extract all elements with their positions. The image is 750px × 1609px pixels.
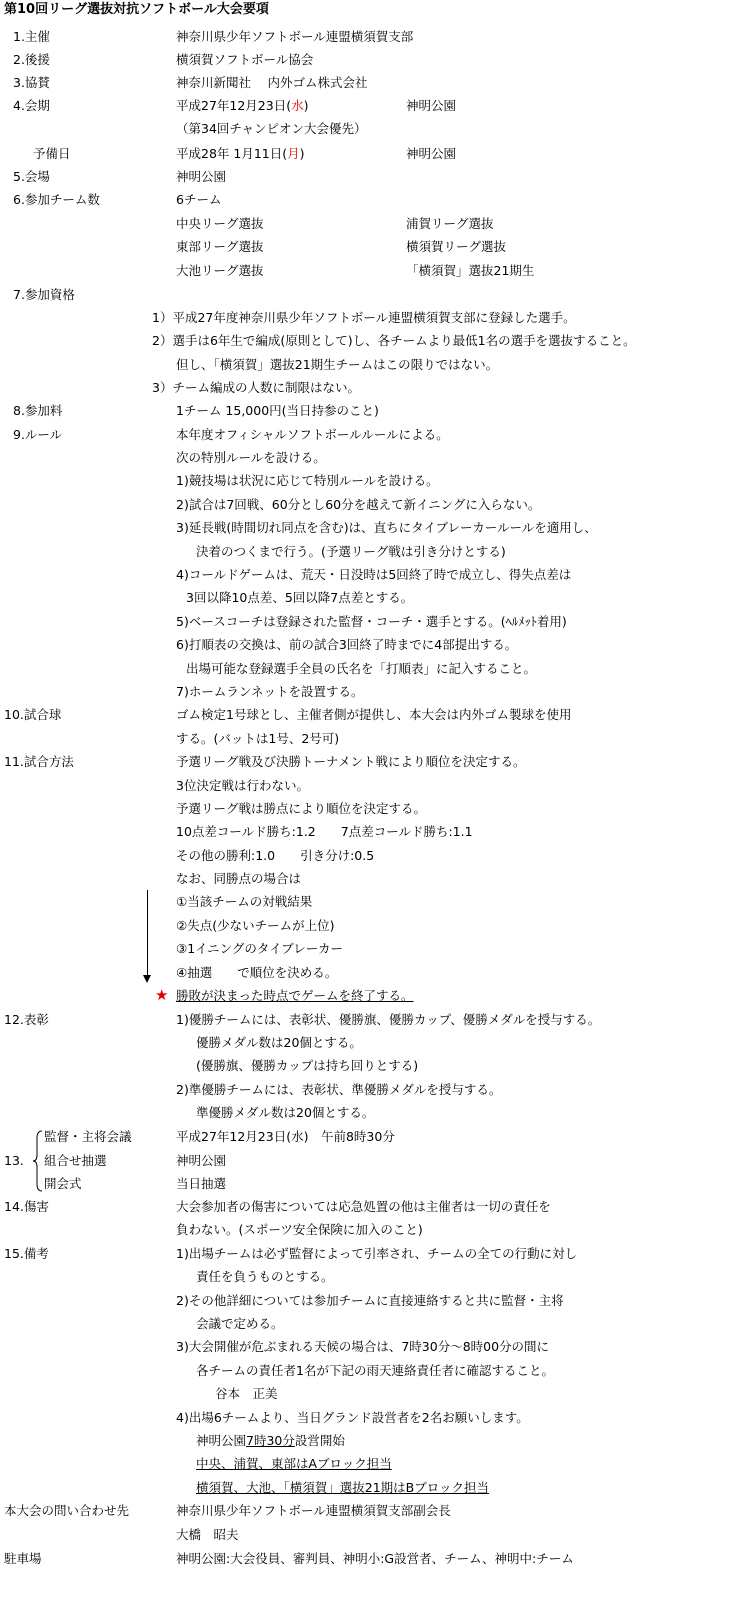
rule-line: 次の特別ルールを設ける。 xyxy=(176,450,326,465)
weekday-red: 月 xyxy=(287,146,300,161)
meeting-label: 監督・主将会議 xyxy=(44,1129,132,1144)
eligibility-item: 3）チーム編成の人数に制限はない。 xyxy=(152,380,360,395)
reserve-day-date xyxy=(176,146,305,162)
section-6-label: 6.参加チーム数 xyxy=(13,192,100,207)
draw-value: 神明公園 xyxy=(176,1153,227,1168)
rule-line: 5)ベースコーチは登録された監督・コーチ・選手とする。(ﾍﾙﾒｯﾄ着用) xyxy=(176,614,567,629)
weekday-red: 水 xyxy=(291,98,304,113)
method-line: 予選リーグ戦は勝点により順位を決定する。 xyxy=(176,801,427,816)
team-count: 6チーム xyxy=(176,192,222,207)
remarks-line: 3)大会開催が危ぶまれる天候の場合は、7時30分～8時00分の間に xyxy=(176,1339,550,1354)
block-b-assignment: 横須賀、大池、「横須賀」選抜21期はBブロック担当 xyxy=(196,1480,489,1495)
down-arrow-line xyxy=(147,890,148,978)
section-8-label: 8.参加料 xyxy=(13,403,63,418)
eligibility-item: 但し、「横須賀」選抜21期生チームはこの限りではない。 xyxy=(176,357,499,372)
team-item: 「横須賀」選抜21期生 xyxy=(406,263,535,278)
rule-line: 2)試合は7回戦、60分とし60分を越えて新イニングに入らない。 xyxy=(176,497,541,512)
reserve-day-place: 神明公園 xyxy=(406,146,457,161)
inquiry-org: 神奈川県少年ソフトボール連盟横須賀支部副会長 xyxy=(176,1503,451,1518)
section-1-text: 神奈川県少年ソフトボール連盟横須賀支部 xyxy=(176,29,414,44)
eligibility-item: 2）選手は6年生で編成(原則として)し、各チームより最低1名の選手を選抜すること。 xyxy=(152,333,636,348)
team-item: 東部リーグ選抜 xyxy=(176,239,264,254)
rule-line: 本年度オフィシャルソフトボールルールによる。 xyxy=(176,427,449,442)
date-part: ) xyxy=(299,146,305,161)
rule-line: 3)延長戦(時間切れ同点を含む)は、直ちにタイブレーカールールを適用し、 xyxy=(176,520,597,535)
method-line: 予選リーグ戦及び決勝トーナメント戦により順位を決定する。 xyxy=(176,754,526,769)
method-line: なお、同勝点の場合は xyxy=(176,871,302,886)
team-item: 大池リーグ選抜 xyxy=(176,263,264,278)
rule-line: 7)ホームランネットを設置する。 xyxy=(176,684,364,699)
section-12-label: 12.表彰 xyxy=(4,1012,49,1027)
ball-line: ゴム検定1号球とし、主催者側が提供し、本大会は内外ゴム製球を使用 xyxy=(176,707,572,722)
setup-place: 神明公園 xyxy=(196,1433,247,1448)
method-line: その他の勝利:1.0 引き分け:0.5 xyxy=(176,848,375,863)
remarks-line: 責任を負うものとする。 xyxy=(196,1269,334,1284)
remarks-line: 2)その他詳細については参加チームに直接連絡すると共に監督・主将 xyxy=(176,1293,564,1308)
date-part: 平成28年 1月11日( xyxy=(176,146,288,161)
opening-value: 当日抽選 xyxy=(176,1176,227,1191)
rule-line: 4)コールドゲームは、荒天・日没時は5回終了時で成立し、得失点差は xyxy=(176,567,572,582)
date-part: ) xyxy=(303,98,309,113)
team-item: 中央リーグ選抜 xyxy=(176,216,264,231)
remarks-line: 各チームの責任者1名が下記の雨天連絡責任者に確認すること。 xyxy=(196,1363,554,1378)
section-2-label: 2.後援 xyxy=(13,52,50,67)
section-4-date xyxy=(176,98,309,114)
rule-line: 3回以降10点差、5回以降7点差とする。 xyxy=(186,590,414,605)
section-4-label: 4.会期 xyxy=(13,98,50,113)
parking-text: 神明公園:大会役員、審判員、神明小:G設営者、チーム、神明中:チーム xyxy=(176,1551,574,1566)
section-3-label: 3.協賛 xyxy=(13,75,50,90)
injury-line: 負わない。(スポーツ安全保険に加入のこと) xyxy=(176,1222,423,1237)
reserve-day-label: 予備日 xyxy=(33,146,71,161)
award-line: (優勝旗、優勝カップは持ち回りとする) xyxy=(196,1058,419,1073)
game-end-note: 勝敗が決まった時点でゲームを終了する。 xyxy=(176,988,414,1003)
draw-label: 組合せ抽選 xyxy=(44,1153,107,1168)
star-icon: ★ xyxy=(155,986,169,1004)
setup-time: 7時30分 xyxy=(246,1433,295,1448)
section-15-label: 15.備考 xyxy=(4,1246,49,1261)
tiebreak-item: ①当該チームの対戦結果 xyxy=(176,894,313,909)
award-line: 優勝メダル数は20個とする。 xyxy=(196,1035,362,1050)
section-4-place: 神明公園 xyxy=(406,98,457,113)
rule-line: 1)競技場は状況に応じて特別ルールを設ける。 xyxy=(176,473,439,488)
opening-label: 開会式 xyxy=(44,1176,82,1191)
rain-contact-name: 谷本 正美 xyxy=(215,1386,278,1401)
method-line: 3位決定戦は行わない。 xyxy=(176,778,309,793)
section-10-label: 10.試合球 xyxy=(4,707,62,722)
injury-line: 大会参加者の傷害については応急処置の他は主催者は一切の責任を xyxy=(176,1199,551,1214)
section-8-text: 1チーム 15,000円(当日持参のこと) xyxy=(176,403,379,418)
parking-label: 駐車場 xyxy=(4,1551,42,1566)
team-item: 浦賀リーグ選抜 xyxy=(406,216,494,231)
ball-line: する。(バットは1号、2号可) xyxy=(176,731,340,746)
section-4-note: （第34回チャンピオン大会優先） xyxy=(176,121,367,136)
document-title: 第10回リーグ選抜対抗ソフトボール大会要項 xyxy=(4,2,269,17)
section-11-label: 11.試合方法 xyxy=(4,754,74,769)
section-7-label: 7.参加資格 xyxy=(13,287,75,302)
rule-line: 決着のつくまで行う。(予選リーグ戦は引き分けとする) xyxy=(196,544,506,559)
method-line: 10点差コールド勝ち:1.2 7点差コールド勝ち:1.1 xyxy=(176,824,473,839)
remarks-line: 4)出場6チームより、当日グランド設営者を2名お願いします。 xyxy=(176,1410,529,1425)
tiebreak-item: ③1イニングのタイブレーカー xyxy=(176,941,344,956)
remarks-line: 会議で定める。 xyxy=(196,1316,284,1331)
section-9-label: 9.ルール xyxy=(13,427,63,442)
rule-line: 出場可能な登録選手全員の氏名を「打順表」に記入すること。 xyxy=(186,661,537,676)
tiebreak-item: ④抽選 で順位を決める。 xyxy=(176,965,338,980)
section-14-label: 14.傷害 xyxy=(4,1199,49,1214)
remarks-line: 1)出場チームは必ず監督によって引率され、チームの全ての行動に対し xyxy=(176,1246,578,1261)
inquiry-label: 本大会の問い合わせ先 xyxy=(4,1503,130,1518)
award-line: 2)準優勝チームには、表彰状、準優勝メダルを授与する。 xyxy=(176,1082,502,1097)
block-a-assignment: 中央、浦賀、東部はAブロック担当 xyxy=(196,1456,392,1471)
section-5-text: 神明公園 xyxy=(176,169,227,184)
eligibility-item: 1）平成27年度神奈川県少年ソフトボール連盟横須賀支部に登録した選手。 xyxy=(152,310,576,325)
section-3-text: 神奈川新聞社 内外ゴム株式会社 xyxy=(176,75,368,90)
tiebreak-item: ②失点(少ないチームが上位) xyxy=(176,918,335,933)
meeting-value: 平成27年12月23日(水) 午前8時30分 xyxy=(176,1129,395,1144)
award-line: 1)優勝チームには、表彰状、優勝旗、優勝カップ、優勝メダルを授与する。 xyxy=(176,1012,601,1027)
section-2-text: 横須賀ソフトボール協会 xyxy=(176,52,314,67)
inquiry-name: 大橋 昭夫 xyxy=(176,1527,239,1542)
setup-line xyxy=(196,1433,345,1449)
down-arrow-icon xyxy=(143,975,151,983)
section-5-label: 5.会場 xyxy=(13,169,50,184)
rule-line: 6)打順表の交換は、前の試合3回終了時までに4部提出する。 xyxy=(176,637,518,652)
section-13-label: 13. xyxy=(4,1153,24,1168)
section-1-label: 1.主催 xyxy=(13,29,50,44)
team-item: 横須賀リーグ選抜 xyxy=(406,239,507,254)
date-part: 平成27年12月23日( xyxy=(176,98,292,113)
setup-start: 設営開始 xyxy=(294,1433,345,1448)
curly-brace-icon xyxy=(33,1130,43,1192)
award-line: 準優勝メダル数は20個とする。 xyxy=(196,1105,375,1120)
